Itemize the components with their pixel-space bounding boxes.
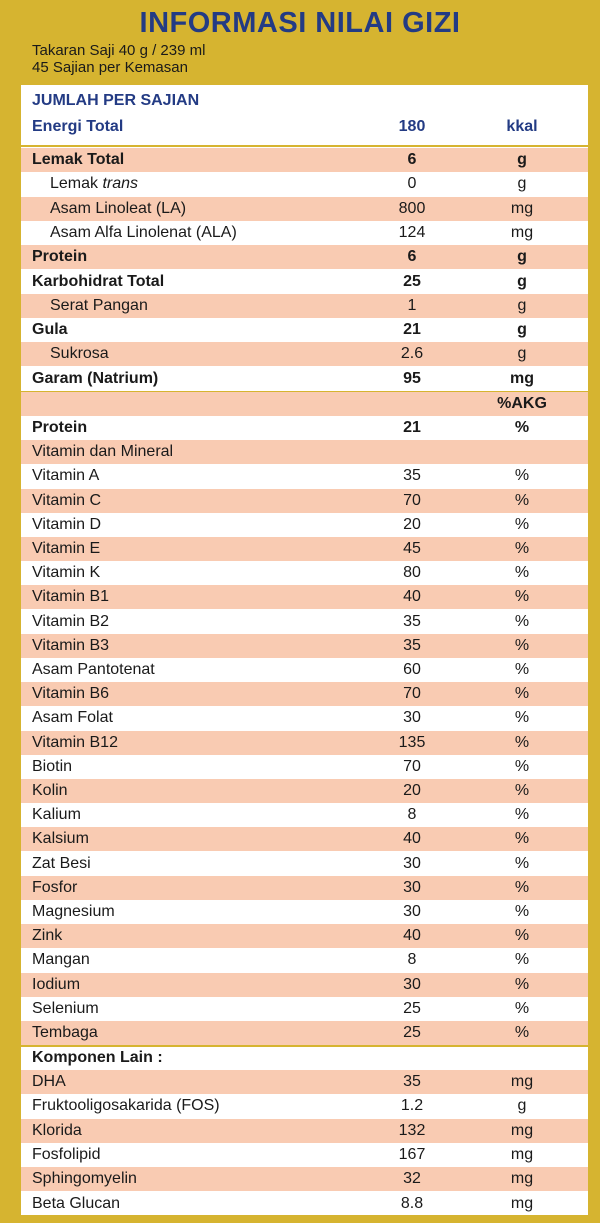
table-row — [21, 755, 588, 779]
nutrient-name — [32, 561, 100, 585]
table-row — [21, 1094, 588, 1118]
table-row — [21, 367, 588, 391]
table-row — [21, 294, 588, 318]
nutrient-name-text: Fruktooligosakarida (FOS) — [32, 1097, 220, 1115]
table-row — [21, 148, 588, 172]
nutrient-name-text: Vitamin B6 — [32, 685, 110, 703]
nutrient-unit: % — [514, 491, 530, 509]
nutrient-name-text: Vitamin B1 — [32, 588, 110, 606]
nutrient-value: 8 — [407, 806, 417, 824]
nutrient-value: 1.2 — [400, 1097, 424, 1115]
nutrition-label — [10, 0, 590, 1223]
nutrient-name-text: Magnesium — [32, 903, 115, 920]
akg-header: %AKG — [497, 395, 547, 412]
nutrient-value: 30 — [403, 709, 421, 727]
nutrient-value: 70 — [403, 757, 421, 775]
nutrient-value: 30 — [403, 878, 421, 896]
table-row — [21, 876, 588, 900]
nutrient-unit: % — [514, 467, 530, 485]
nutrient-value: 70 — [403, 685, 421, 703]
nutrient-unit: % — [514, 830, 530, 848]
nutrient-name-text: Fosfor — [32, 878, 78, 896]
nutrient-name — [50, 294, 148, 318]
nutrient-name-text: Asam Linoleat (LA) — [50, 199, 187, 217]
table-row — [21, 610, 588, 634]
nutrient-name-text: Vitamin A — [32, 467, 100, 485]
serving-size: Takaran Saji 40 g / 239 ml — [32, 42, 206, 59]
nutrient-name-text: Iodium — [32, 975, 81, 993]
nutrient-unit: % — [514, 975, 530, 993]
table-row — [21, 1070, 588, 1094]
energy-unit: kkal — [506, 118, 538, 135]
table-row — [21, 513, 588, 537]
nutrient-name-text: Selenium — [32, 999, 99, 1017]
nutrient-name-text: Protein — [32, 248, 88, 266]
nutrient-value: 167 — [398, 1145, 426, 1163]
nutrient-unit: % — [514, 757, 530, 775]
energy-name: Energi Total — [32, 118, 124, 135]
nutrient-value: 35 — [403, 467, 421, 485]
nutrient-name-text: Kolin — [32, 782, 68, 799]
nutrient-name-text: Vitamin dan Mineral — [32, 443, 174, 461]
nutrient-name — [32, 779, 68, 803]
nutrient-unit: mg — [510, 369, 534, 387]
table-row — [21, 561, 588, 585]
nutrient-name — [32, 948, 90, 972]
nutrient-name — [50, 221, 237, 245]
nutrient-name-text: Biotin — [32, 757, 73, 775]
other-components-header — [21, 1046, 588, 1070]
nutrient-name-text: Vitamin D — [32, 515, 102, 533]
nutrient-name-text: Sphingomyelin — [32, 1170, 137, 1188]
nutrient-value: 70 — [403, 491, 421, 509]
nutrient-value: 124 — [398, 223, 426, 241]
nutrient-unit: % — [514, 685, 530, 703]
nutrient-name — [32, 245, 87, 269]
nutrient-unit: mg — [510, 1121, 534, 1139]
nutrient-name-text: DHA — [32, 1073, 66, 1090]
nutrient-unit: g — [517, 345, 527, 363]
nutrient-value: 1 — [407, 296, 417, 314]
table-row — [21, 948, 588, 972]
nutrient-value: 20 — [403, 782, 421, 799]
energy-value: 180 — [398, 118, 426, 135]
nutrient-value: 21 — [403, 419, 421, 436]
nutrient-unit: % — [514, 999, 530, 1017]
nutrient-name-text: Vitamin C — [32, 491, 102, 509]
nutrient-unit: % — [514, 612, 530, 630]
nutrient-name-text: Beta Glucan — [32, 1194, 121, 1212]
nutrient-name — [50, 172, 138, 196]
nutrient-unit: % — [514, 564, 530, 582]
nutrient-name — [32, 537, 100, 561]
akg-header-row — [21, 392, 588, 416]
nutrient-value: 21 — [403, 321, 421, 339]
nutrient-value: 0 — [407, 175, 417, 193]
table-row — [21, 731, 588, 755]
nutrient-name-text: Vitamin K — [32, 564, 101, 582]
nutrient-name — [32, 1143, 100, 1167]
nutrient-value: 40 — [403, 830, 421, 848]
nutrient-unit: % — [514, 951, 530, 969]
nutrient-name — [32, 1119, 82, 1143]
nutrient-name — [32, 464, 99, 488]
nutrient-name-text: Mangan — [32, 951, 90, 969]
nutrient-name-text: Sukrosa — [50, 345, 109, 363]
nutrient-name — [32, 634, 109, 658]
nutrient-name — [32, 803, 81, 827]
nutrient-unit: % — [514, 515, 530, 533]
nutrient-value: 40 — [403, 588, 421, 606]
nutrient-name — [32, 585, 109, 609]
nutrient-value: 35 — [403, 612, 421, 630]
nutrient-name — [32, 706, 113, 730]
nutrient-unit: % — [514, 806, 530, 824]
nutrient-value: 60 — [403, 661, 421, 678]
nutrient-name-text: Zat Besi — [32, 854, 91, 872]
table-row — [21, 416, 588, 440]
nutrient-name — [32, 318, 68, 342]
nutrient-unit: % — [514, 903, 530, 920]
divider — [21, 145, 588, 147]
nutrient-name-text: Garam (Natrium) — [32, 369, 159, 387]
nutrient-name — [32, 876, 77, 900]
nutrient-name — [32, 852, 91, 876]
table-row — [21, 997, 588, 1021]
nutrient-name — [32, 367, 158, 391]
table-row — [21, 706, 588, 730]
nutrient-name-text: Fosfolipid — [32, 1145, 101, 1163]
nutrient-name-text: Tembaga — [32, 1024, 98, 1041]
nutrient-unit: % — [514, 588, 530, 606]
nutrient-name-text: Vitamin E — [32, 540, 101, 557]
nutrient-name — [32, 900, 115, 924]
nutrient-name — [32, 1070, 66, 1094]
nutrient-value: 800 — [398, 199, 426, 217]
table-row — [21, 197, 588, 221]
table-row — [21, 827, 588, 851]
nutrient-unit: g — [517, 175, 527, 193]
table-row — [21, 172, 588, 196]
nutrient-name-text: Asam Folat — [32, 709, 113, 727]
nutrient-name — [32, 731, 118, 755]
nutrient-value: 40 — [403, 927, 421, 945]
nutrient-name-text: Vitamin B12 — [32, 733, 118, 751]
table-row — [21, 1119, 588, 1143]
table-row — [21, 221, 588, 245]
per-serving-label: JUMLAH PER SAJIAN — [32, 92, 200, 109]
nutrient-unit: mg — [510, 223, 534, 241]
nutrient-unit: % — [514, 709, 530, 727]
table-row — [21, 464, 588, 488]
nutrient-name-text: Asam Pantotenat — [32, 661, 155, 678]
nutrient-name-text: Kalsium — [32, 830, 89, 848]
table-row — [21, 489, 588, 513]
nutrient-name — [32, 1094, 220, 1118]
nutrient-value: 80 — [403, 564, 421, 582]
table-row — [21, 1167, 588, 1191]
servings-per-pack: 45 Sajian per Kemasan — [32, 59, 188, 76]
nutrient-name-text: Gula — [32, 321, 68, 339]
nutrient-name-text: Lemak Total — [32, 151, 125, 168]
nutrient-name — [32, 513, 101, 537]
nutrient-unit: % — [514, 927, 530, 945]
table-row — [21, 658, 588, 682]
table-row — [21, 537, 588, 561]
table-row — [21, 318, 588, 342]
table-row — [21, 342, 588, 366]
table-row — [21, 973, 588, 997]
nutrient-unit: mg — [510, 199, 534, 217]
nutrient-name — [50, 342, 109, 366]
table-row — [21, 634, 588, 658]
nutrient-name-emphasis: trans — [102, 175, 139, 193]
nutrient-name — [32, 924, 62, 948]
nutrient-unit: g — [517, 296, 527, 314]
nutrient-name-text: Serat Pangan — [50, 296, 148, 314]
nutrient-name-text: Vitamin B2 — [32, 612, 110, 630]
nutrient-unit: g — [517, 1097, 527, 1115]
nutrient-value: 135 — [398, 733, 426, 751]
table-row — [21, 779, 588, 803]
nutrient-name-text: Klorida — [32, 1121, 82, 1139]
nutrient-name — [32, 1167, 137, 1191]
nutrient-value: 30 — [403, 975, 421, 993]
nutrient-unit: % — [514, 540, 530, 557]
table-row — [21, 803, 588, 827]
table-row — [21, 440, 588, 464]
nutrient-name-text: Lemak — [50, 175, 103, 193]
nutrient-name-text: Kalium — [32, 806, 81, 824]
nutrient-unit: g — [517, 151, 527, 168]
table-row — [21, 1192, 588, 1216]
nutrient-value: 25 — [403, 999, 421, 1017]
nutrient-name — [32, 997, 99, 1021]
table-row — [21, 900, 588, 924]
label-title: INFORMASI NILAI GIZI — [139, 7, 461, 39]
nutrient-name-text: Protein — [32, 419, 88, 436]
nutrient-value: 35 — [403, 1073, 421, 1090]
nutrient-value: 25 — [403, 272, 421, 290]
nutrient-name — [32, 658, 155, 682]
nutrient-name — [50, 197, 186, 221]
nutrient-unit: mg — [510, 1073, 534, 1090]
nutrient-value: 2.6 — [400, 345, 424, 363]
nutrient-value: 8 — [407, 951, 417, 969]
nutrient-value: 20 — [403, 515, 421, 533]
nutrient-value: 30 — [403, 903, 421, 920]
nutrient-name — [32, 270, 164, 294]
nutrient-name-text: Zink — [32, 927, 63, 945]
nutrient-name — [32, 416, 87, 440]
nutrient-name — [32, 489, 101, 513]
nutrient-unit: % — [514, 419, 530, 436]
table-row — [21, 245, 588, 269]
nutrient-value: 25 — [403, 1024, 421, 1041]
nutrient-value: 6 — [407, 151, 417, 168]
nutrient-name — [32, 973, 80, 997]
table-row — [21, 852, 588, 876]
nutrient-name-text: Vitamin B3 — [32, 636, 110, 654]
nutrient-unit: % — [514, 733, 530, 751]
nutrient-unit: mg — [510, 1145, 534, 1163]
nutrient-unit: % — [514, 878, 530, 896]
nutrient-unit: mg — [510, 1194, 534, 1212]
nutrient-unit: % — [514, 1024, 530, 1041]
nutrient-value: 30 — [403, 854, 421, 872]
nutrient-unit: mg — [510, 1170, 534, 1188]
nutrient-name — [32, 440, 173, 464]
nutrient-unit: % — [514, 854, 530, 872]
serving-info — [32, 42, 205, 76]
nutrient-value: 132 — [398, 1121, 426, 1139]
nutrient-name-text: Karbohidrat Total — [32, 272, 165, 290]
table-row — [21, 585, 588, 609]
nutrient-unit: % — [514, 636, 530, 654]
energy-row — [21, 115, 588, 139]
nutrient-name — [32, 755, 72, 779]
nutrient-name — [32, 148, 124, 172]
nutrient-value: 35 — [403, 636, 421, 654]
nutrient-value: 6 — [407, 248, 417, 266]
nutrient-unit: % — [514, 661, 530, 678]
table-row — [21, 924, 588, 948]
nutrient-name — [32, 1192, 120, 1216]
table-row — [21, 1143, 588, 1167]
nutrient-value: 32 — [403, 1170, 421, 1188]
other-label: Komponen Lain : — [32, 1049, 163, 1066]
table-row — [21, 682, 588, 706]
nutrient-name-text: Asam Alfa Linolenat (ALA) — [50, 223, 237, 241]
nutrient-name — [32, 682, 109, 706]
nutrient-unit: g — [517, 248, 527, 266]
nutrient-value: 95 — [403, 369, 421, 387]
nutrient-name — [32, 610, 109, 634]
nutrient-name — [32, 827, 89, 851]
nutrient-unit: % — [514, 782, 530, 799]
nutrient-unit: g — [517, 321, 527, 339]
nutrient-value: 45 — [403, 540, 421, 557]
nutrient-unit: g — [517, 272, 527, 290]
nutrient-name — [32, 1021, 98, 1045]
table-row — [21, 270, 588, 294]
nutrient-value: 8.8 — [400, 1194, 424, 1212]
table-row — [21, 1021, 588, 1045]
